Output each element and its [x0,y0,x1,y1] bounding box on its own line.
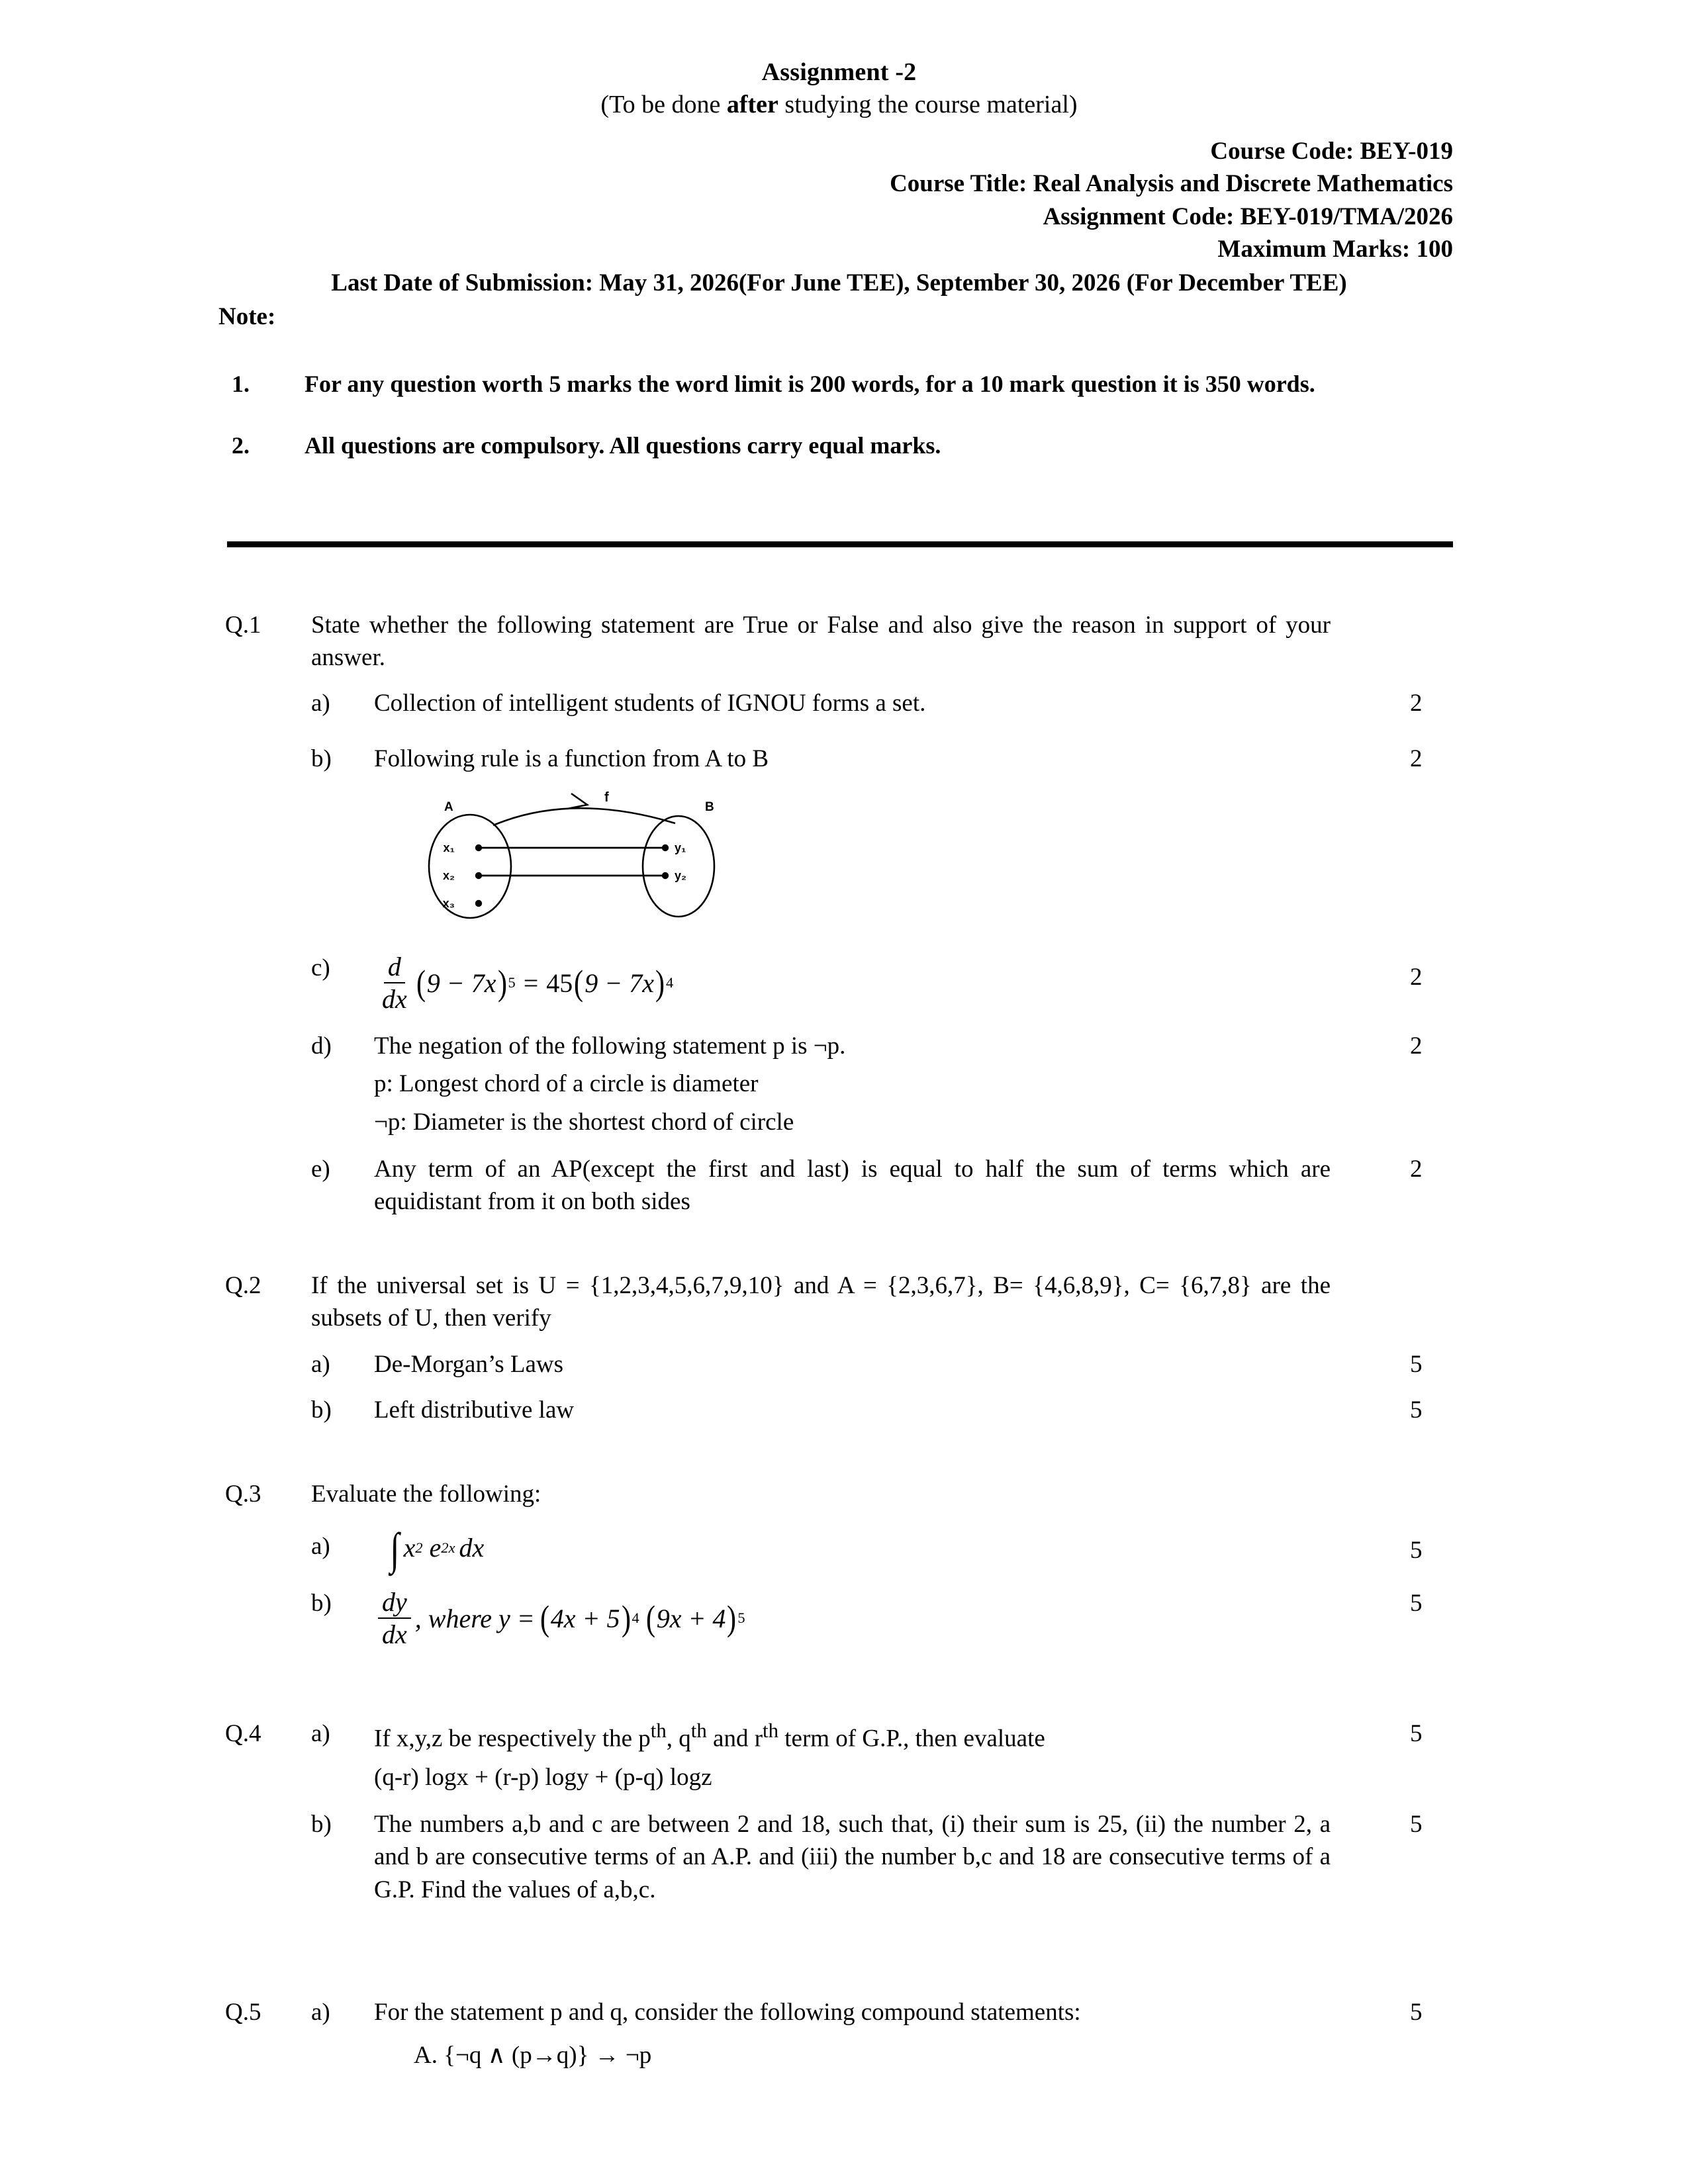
section-spacer [225,1426,1456,1478]
section-spacer [225,1649,1456,1700]
note-item [232,429,1453,463]
point-x3 [475,900,482,907]
log-expression: (q-r) logx + (r-p) logy + (p-q) logz [374,1764,712,1792]
sub-item-letter: b) [311,745,332,772]
sub-item-letter: e) [311,1155,330,1183]
marks-value: 2 [1410,690,1423,717]
question-stem-row [225,1269,1456,1334]
close-paren: ) [497,962,507,1003]
ordinal-suffix-q: th [690,1719,707,1742]
question-block-1 [225,609,1456,1218]
subtitle-pre: (To be done [600,90,727,118]
text-pre: If x,y,z be respectively the p [374,1724,651,1752]
note-text: For any question worth 5 marks the word limit is 200 words, for a 10 mark question it is 350 words. [305,371,1315,397]
open-paren: ( [574,962,584,1003]
integral-expression: ∫ x 2 e 2x dx [390,1524,485,1574]
marks-value: 2 [1410,964,1423,991]
sub-item-text: The numbers a,b and c are between 2 and 18, such that, (i) their sum is 25, (ii) the number 2, a and b are consecutive terms of an A.P. and (iii) the number b,c and 18 are consecutive terms of a G.P. Find the values of a,b,c. [374,1811,1331,1903]
question-stem-row [225,1478,1456,1510]
note-list [232,367,1453,490]
sub-item-letter: a) [311,1719,330,1747]
function-label: f [604,790,609,805]
sub-item-text-and-diagram [374,743,1456,934]
question-block-4 [225,1717,1456,1906]
sub-item-c [225,952,1456,1013]
sub-item-letter: b) [311,1590,332,1617]
rhs-coefficient: 45 [546,968,573,998]
label-y2: y₂ [675,868,687,882]
note-number: 2. [232,432,250,459]
sub-item-text: Collection of intelligent students of IGNOU forms a set. [374,690,926,717]
point-x2 [475,872,482,879]
sub-item-e [225,1153,1456,1218]
horizontal-rule [227,541,1453,547]
course-title: Course Title: Real Analysis and Discrete Mathematics [890,170,1453,198]
sub-item-text: Left distributive law [374,1396,575,1424]
indent-spacer [374,2039,414,2071]
question-block-3 [225,1478,1456,1648]
questions-container [225,609,1456,2071]
text-mid1: , q [666,1724,691,1752]
note-item [232,367,1453,401]
marks-value: 5 [1410,1350,1423,1378]
question-label: Q.4 [225,1719,261,1747]
marks-value: 2 [1410,1032,1423,1060]
set-b-label: B [705,799,714,814]
function-mapping-diagram [394,787,1331,934]
close-paren: ) [621,1598,631,1638]
negation-statement-line1: The negation of the following statement p is ¬p. [374,1032,846,1060]
marks-value: 5 [1410,1537,1423,1565]
marks-value: 2 [1410,745,1423,772]
sub-item-a [225,1348,1456,1381]
sub-item-a [225,1717,1456,1794]
derivative-equation: $\frac{d}{dx}$ ( 9 − 7x ) 5 = 45 ( 9 − 7x ) 4 [374,953,673,1013]
sub-item-text-group [374,1030,1456,1138]
sub-item-a [225,1524,1456,1574]
derivative-operator [378,953,411,1013]
maximum-marks: Maximum Marks: 100 [1217,235,1453,263]
sub-item-a [225,687,1456,719]
sub-item-letter: b) [311,1811,332,1839]
last-date-of-submission: Last Date of Submission: May 31, 2026(For June TEE), September 30, 2026 (For December TEE) [331,269,1347,297]
question-stem: Evaluate the following: [311,1480,541,1508]
exp-base: e [429,1533,442,1563]
open-paren: ( [539,1598,549,1638]
set-a-ellipse [429,815,511,918]
point-y2 [662,872,669,879]
question-label: Q.5 [225,1998,261,2026]
sub-item-text: Following rule is a function from A to B [374,745,769,772]
section-spacer [225,1218,1456,1269]
question-stem: If the universal set is U = {1,2,3,4,5,6,7,9,10} and A = {2,3,6,7}, B= {4,6,8,9}, C= {6,7,8} are the subsets of U, then verify [311,1272,1331,1332]
sub-item-b [225,1587,1456,1648]
assignment-subtitle [225,89,1453,121]
note-text: All questions are compulsory. All questions carry equal marks. [305,432,941,459]
ordinal-suffix-r: th [763,1719,778,1742]
sub-item-text-group [374,1996,1456,2071]
sub-item-text-group [374,1717,1456,1794]
sub-item-letter: d) [311,1032,332,1060]
equals-sign: = [523,968,539,998]
question-block-2 [225,1269,1456,1426]
sub-item-letter: c) [311,954,330,982]
derivative-denominator: dx [382,983,407,1014]
integrand-base: x [403,1533,416,1563]
note-label: Note: [218,303,276,331]
mapping-diagram-svg [394,787,751,926]
question-label: Q.1 [225,612,261,639]
marks-value: 5 [1410,1811,1423,1839]
sub-item-letter: b) [311,1396,332,1424]
label-x3: x₃ [442,896,455,910]
section-spacer [225,1700,1456,1717]
sub-item-formula [374,1587,1456,1648]
factor1-base: 4x + 5 [550,1603,620,1633]
sub-item-formula [374,952,1456,1013]
marks-value: 5 [1410,1998,1423,2026]
derivative-numerator: dy [378,1588,411,1619]
sub-item-d [225,1030,1456,1138]
text-mid2: and r [706,1724,763,1752]
function-arc [493,808,675,825]
marks-value: 5 [1410,1719,1423,1747]
derivative-where-expression: $\frac{dy}{dx}$ , where y = ( 4x + 5 ) 4 ( 9x + 4 ) 5 [374,1588,745,1648]
compound-statement-intro: For the statement p and q, consider the following compound statements: [374,1998,1081,2026]
where-clause: , where y = [414,1603,535,1633]
sub-item-text: Any term of an AP(except the first and last) is equal to half the sum of terms which are equidistant from it on both sides [374,1155,1331,1216]
section-spacer [225,1958,1456,1996]
logic-statement-a: A. {¬q ∧ (p→q)} → ¬p [414,2042,652,2070]
close-paren: ) [727,1598,737,1638]
sub-item-letter: a) [311,690,330,717]
marks-value: 5 [1410,1590,1423,1617]
question-block-5 [225,1996,1456,2071]
subtitle-post: studying the course material) [778,90,1078,118]
label-x1: x₁ [443,841,455,854]
label-y1: y₁ [675,841,686,854]
subtitle-emphasis: after [726,90,778,118]
sub-item-letter: a) [311,1533,330,1561]
sub-item-b [225,1808,1456,1906]
course-code: Course Code: BEY-019 [1210,138,1453,165]
negation-statement-p: p: Longest chord of a circle is diameter [374,1070,759,1098]
negation-statement-not-p: ¬p: Diameter is the shortest chord of circle [374,1108,794,1136]
sub-item-b [225,743,1456,934]
question-label: Q.2 [225,1272,261,1300]
open-paren: ( [645,1598,655,1638]
lhs-base: 9 − 7x [426,968,496,998]
derivative-operator [378,1588,411,1648]
marks-value: 5 [1410,1396,1423,1424]
question-stem-row [225,609,1456,674]
derivative-denominator: dx [382,1619,407,1649]
sub-item-formula [374,1524,1456,1574]
sub-item-letter: a) [311,1998,330,2026]
function-arrowhead [567,794,587,809]
text-post: term of G.P., then evaluate [778,1724,1045,1752]
assignment-title: Assignment -2 [761,58,917,86]
open-paren: ( [416,962,426,1003]
sub-item-text: De-Morgan’s Laws [374,1350,564,1378]
ordinal-suffix-p: th [650,1719,667,1742]
differential: dx [459,1533,485,1563]
point-x1 [475,844,482,851]
section-spacer [225,1906,1456,1958]
close-paren: ) [655,962,665,1003]
set-b-ellipse [643,816,714,917]
logic-statement-row [374,2039,1331,2071]
question-stem: State whether the following statement are True or False and also give the reason in support of your answer. [311,612,1331,672]
marks-value: 2 [1410,1155,1423,1183]
sub-item-b [225,1394,1456,1426]
derivative-numerator: d [384,953,405,983]
integral-icon: ∫ [390,1524,400,1574]
sub-item-a [225,1996,1456,2071]
point-y1 [662,844,669,851]
question-label: Q.3 [225,1480,261,1508]
gp-term-statement [374,1717,1331,1755]
label-x2: x₂ [442,868,455,882]
note-number: 1. [232,371,250,397]
sub-item-letter: a) [311,1350,330,1378]
assignment-code: Assignment Code: BEY-019/TMA/2026 [1043,203,1453,230]
factor2-base: 9x + 4 [656,1603,726,1633]
document-header [218,56,1453,333]
set-a-label: A [444,799,453,814]
rhs-base: 9 − 7x [585,968,654,998]
